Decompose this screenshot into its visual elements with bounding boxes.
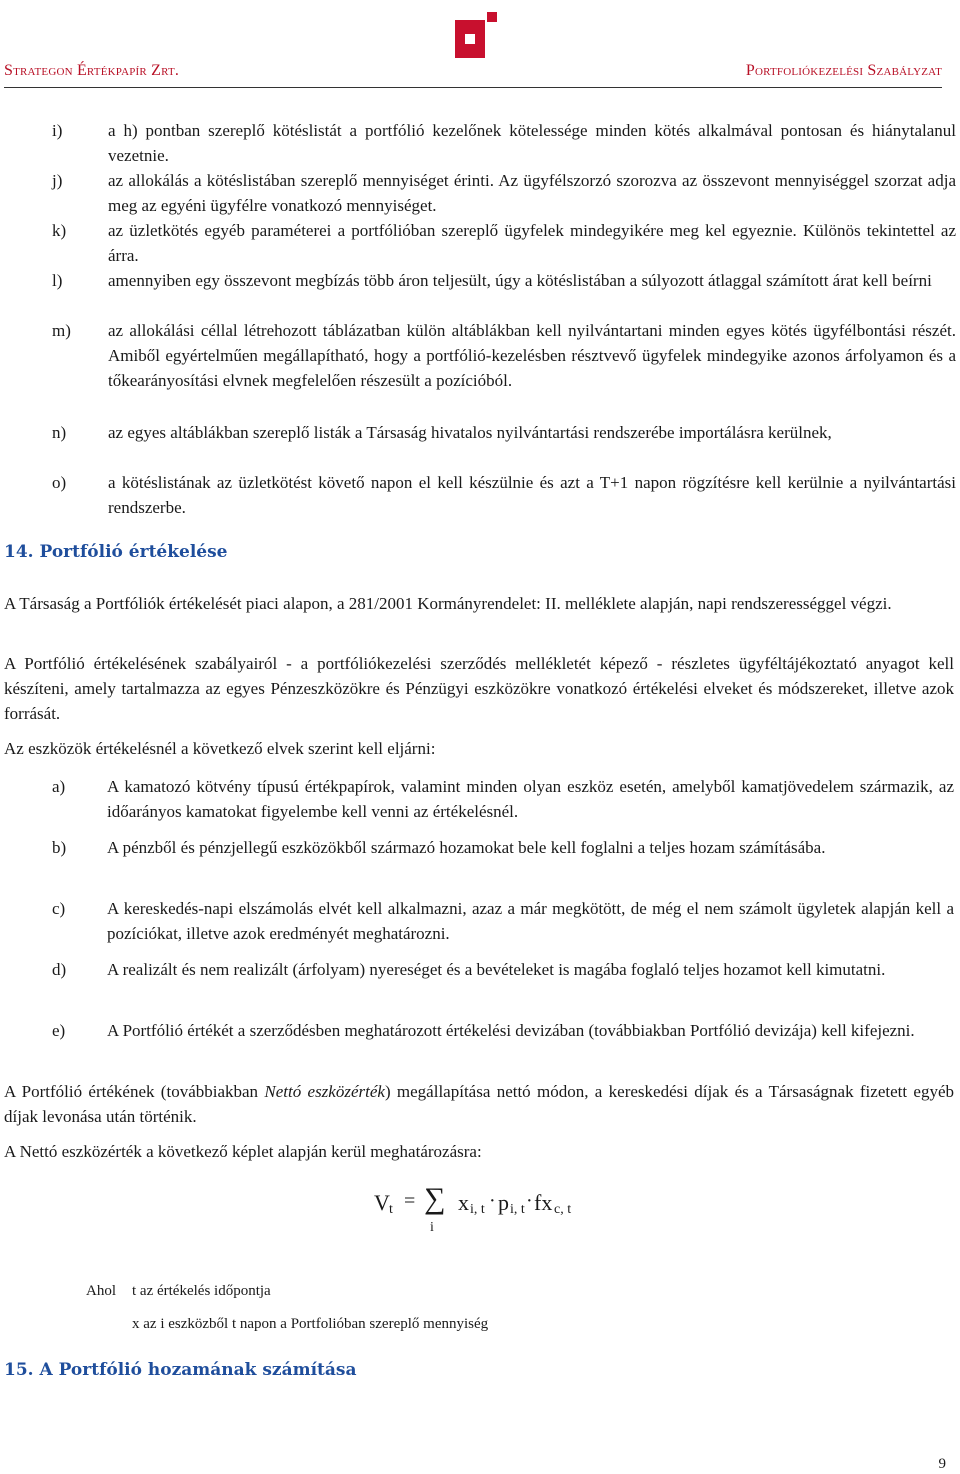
company-logo bbox=[455, 12, 497, 58]
header-document-title: Portfoliókezelési Szabályzat bbox=[745, 62, 942, 79]
paragraph: A Nettó eszközérték a következő képlet alapján kerül meghatározásra: bbox=[4, 1142, 482, 1161]
section-15-title: 15. A Portfólió hozamának számítása bbox=[4, 1360, 357, 1380]
list-item: o) a kötéslistának az üzletkötést követő napon el kell készülnie és azt a T+1 napon rögzítésre kell kerülnie a nyilvántartási rendszerbe. bbox=[52, 473, 956, 517]
definition-label: Ahol bbox=[86, 1283, 116, 1299]
nav-formula: V t = ∑ i x i, t · p i, t · fx c, t bbox=[374, 1182, 572, 1235]
header-company: Strategon Értékpapír Zrt. bbox=[4, 62, 180, 79]
list-item: n) az egyes altáblákban szereplő listák a Társaság hivatalos nyilvántartási rendszerébe importálásra kerülnek, bbox=[52, 423, 832, 442]
list-item: a) A kamatozó kötvény típusú értékpapírok, valamint minden olyan eszköz esetén, amelyből kamatjövedelem származik, az időarányos kamatokat figyelembe kell venni az értékelésnél. bbox=[52, 777, 954, 821]
list-item: e) A Portfólió értékét a szerződésben meghatározott értékelési devizában (továbbiakban Portfólió devizája) kell kifejezni. bbox=[52, 1021, 915, 1040]
list-item: i) a h) pontban szereplő kötéslistát a portfólió kezelőnek kötelessége minden kötés alkalmával pontosan és hiánytalanul vezetnie. bbox=[52, 121, 956, 165]
header-divider bbox=[4, 87, 942, 88]
definition-item: t az értékelés időpontja bbox=[132, 1283, 271, 1299]
list-item: j) az allokálás a kötéslistában szereplő mennyiséget érinti. Az ügyfélszorzó szorozva az összevont mennyiséggel szorzat adja meg az egyéni ügyfélre vonatkozó mennyiséget. bbox=[52, 171, 956, 215]
paragraph: Az eszközök értékelésnél a következő elvek szerint kell eljárni: bbox=[4, 739, 436, 758]
list-item: d) A realizált és nem realizált (árfolyam) nyereséget és a bevételeket is magába foglaló teljes hozamot kell kimutatni. bbox=[52, 960, 886, 979]
paragraph: A Portfólió értékelésének szabályairól - a portfóliókezelési szerződés mellékletét képező - részletes ügyféltájékoztató anyagot kell készíteni, amely tartalmazza az egyes Pénzeszközökre és Pénzügyi eszközökre vonatkozó értékelési elveket és módszereket, illetve azok forrását. bbox=[4, 654, 954, 723]
list-item: m) az allokálási céllal létrehozott táblázatban külön altáblákban kell nyilvántartani minden egyes kötés ügyfélbontási részét. Amiből egyértelműen megállapítható, hogy a portfólió-kezelésben résztvevő ügyfelek mindegyike azonos árfolyamon és a tőkearányosítási elvnek megfelelően részesült a pozícióból. bbox=[52, 321, 956, 390]
definition-item: x az i eszközből t napon a Portfolióban szereplő mennyiség bbox=[132, 1316, 489, 1332]
list-item: b) A pénzből és pénzjellegű eszközökből származó hozamokat bele kell foglalni a teljes hozam számításába. bbox=[52, 838, 826, 857]
section-14-title: 14. Portfólió értékelése bbox=[4, 542, 228, 562]
list-item: l) amennyiben egy összevont megbízás több áron teljesült, úgy a kötéslistában a súlyozott átlaggal számított árat kell beírni bbox=[52, 271, 932, 290]
paragraph: A Portfólió értékének (továbbiakban Nettó eszközérték) megállapítása nettó módon, a kereskedési díjak és a Társaságnak fizetett egyéb díjak levonása után történik. bbox=[4, 1082, 954, 1126]
list-item: k) az üzletkötés egyéb paraméterei a portfólióban szereplő ügyfelek mindegyikére meg kel egyeznie. Különös tekintettel az árra. bbox=[52, 221, 956, 265]
list-item: c) A kereskedés-napi elszámolás elvét kell alkalmazni, azaz a már megkötött, de még el nem számolt ügyletek alapján kell a pozíciókat, illetve azok eredményét meghatározni. bbox=[52, 899, 954, 943]
page-number: 9 bbox=[938, 1456, 946, 1472]
paragraph: A Társaság a Portfóliók értékelését piaci alapon, a 281/2001 Kormányrendelet: II. melléklete alapján, napi rendszerességgel végzi. bbox=[4, 594, 892, 613]
